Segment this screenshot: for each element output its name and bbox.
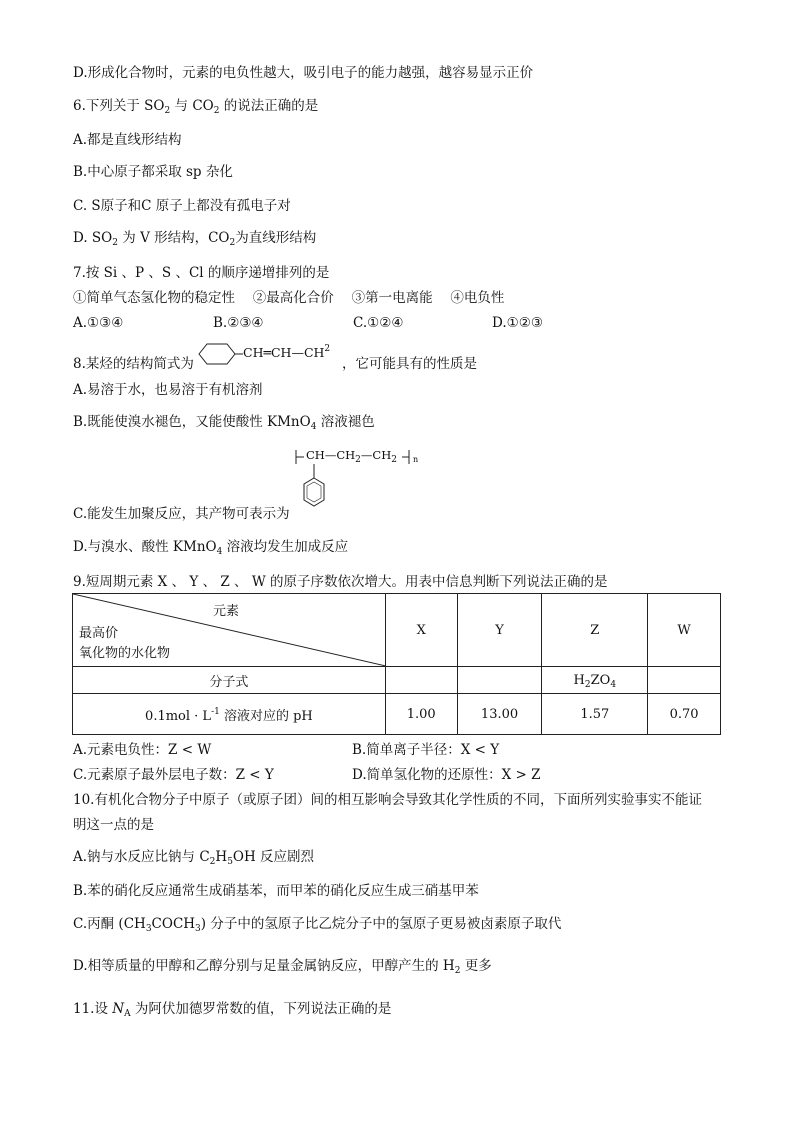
header-element: 元素 (213, 604, 240, 619)
header-highest-valence: 最高价 (79, 626, 119, 641)
cell-x-ph: 1.00 (385, 694, 457, 735)
q6-option-c: C. S原子和C 原子上都没有孤电子对 (73, 198, 291, 214)
cell-w-ph: 0.70 (648, 694, 721, 735)
q7-option-a: A.①③④ (73, 315, 124, 331)
q10-option-d: D.相等质量的甲醇和乙醇分别与足量金属钠反应，甲醇产生的 $H_2$ 更多 (73, 958, 492, 976)
col-z: Z (542, 594, 648, 667)
q10-stem-line2: 明这一点的是 (73, 817, 154, 833)
q11-stem: 11.设 $N_A$ 为阿伏加德罗常数的值，下列说法正确的是 (73, 1001, 392, 1019)
q9-option-a: A.元素电负性：Z < W (73, 742, 212, 758)
q10-option-a: A.钠与水反应比钠与 $C_2H_5OH$ 反应剧烈 (73, 849, 315, 867)
q7-stem: 7.按 Si 、P 、S 、Cl 的顺序递增排列的是 (73, 265, 330, 281)
q6-stem: 6.下列关于 $SO_2$ 与 $CO_2$ 的说法正确的是 (73, 98, 319, 116)
q8-stem-post: ，它可能具有的性质是 (342, 356, 477, 372)
q9-stem: 9.短周期元素 X 、 Y 、 Z 、 W 的原子序数依次增大。用表中信息判断下列说法正确的是 (73, 574, 608, 590)
q9-option-b: B.简单离子半径：X < Y (352, 742, 500, 758)
header-hydrate: 氧化物的水化物 (79, 646, 171, 661)
q6-option-d: D. $SO_2$ 为 V 形结构，$CO_2$为直线形结构 (73, 230, 317, 248)
polystyrene-structure (294, 448, 419, 524)
styrene-chain: $CH═CH—CH^2$ (243, 344, 331, 360)
q10-option-c: C.丙酮 $(CH_3COCH_3)$ 分子中的氢原子比乙烷分子中的氢原子更易被卤素原子取代 (73, 916, 562, 934)
q8-option-b: B.既能使溴水褪色，又能使酸性 KMnO$_4$ 溶液褪色 (73, 414, 375, 432)
styrene-structure (195, 340, 345, 374)
cell-x-formula (385, 667, 457, 694)
q8-stem-pre: 8.某烃的结构简式为 (73, 356, 194, 372)
row-ph-label: $0.1mol \cdot L^{-1}$ 溶液对应的 pH (73, 694, 386, 735)
polymer-n: n (413, 455, 419, 464)
q9-option-d: D.简单氢化物的还原性：X > Z (352, 767, 541, 783)
q8-option-c: C.能发生加聚反应，其产物可表示为 (73, 506, 290, 522)
q10-stem-line1: 10.有机化合物分子中原子（或原子团）间的相互影响会导致其化学性质的不同，下面所列实验事实不能证 (73, 792, 702, 808)
q6-option-a: A.都是直线形结构 (73, 132, 182, 148)
q10-option-b: B.苯的硝化反应通常生成硝基苯，而甲苯的硝化反应生成三硝基甲苯 (73, 883, 479, 899)
cell-y-ph: 13.00 (457, 694, 542, 735)
row-formula-label: 分子式 (73, 667, 386, 694)
q9-option-c: C.元素原子最外层电子数：Z < Y (73, 767, 274, 783)
q8-option-d: D.与溴水、酸性 KMnO$_4$ 溶液均发生加成反应 (73, 539, 349, 557)
q7-option-c: C.①②④ (353, 315, 404, 331)
table-header-diagonal (73, 594, 386, 667)
polymer-chain: $CH—CH_2—CH_2$ (306, 448, 397, 465)
q7-items: ①简单气态氢化物的稳定性 ②最高化合价 ③第一电离能 ④电负性 (73, 290, 505, 306)
col-x: X (385, 594, 457, 667)
col-y: Y (457, 594, 542, 667)
cell-z-formula: $H_2ZO_4$ (542, 667, 648, 694)
q8-option-a: A.易溶于水，也易溶于有机溶剂 (73, 382, 263, 398)
q7-option-b: B.②③④ (213, 315, 264, 331)
q9-table (72, 593, 721, 735)
cell-y-formula (457, 667, 542, 694)
q7-option-d: D.①②③ (492, 315, 543, 331)
q5-option-d: D.形成化合物时，元素的电负性越大，吸引电子的能力越强，越容易显示正价 (73, 65, 534, 81)
cell-w-formula (648, 667, 721, 694)
cell-z-ph: 1.57 (542, 694, 648, 735)
col-w: W (648, 594, 721, 667)
q6-option-b: B.中心原子都采取 sp 杂化 (73, 164, 233, 180)
